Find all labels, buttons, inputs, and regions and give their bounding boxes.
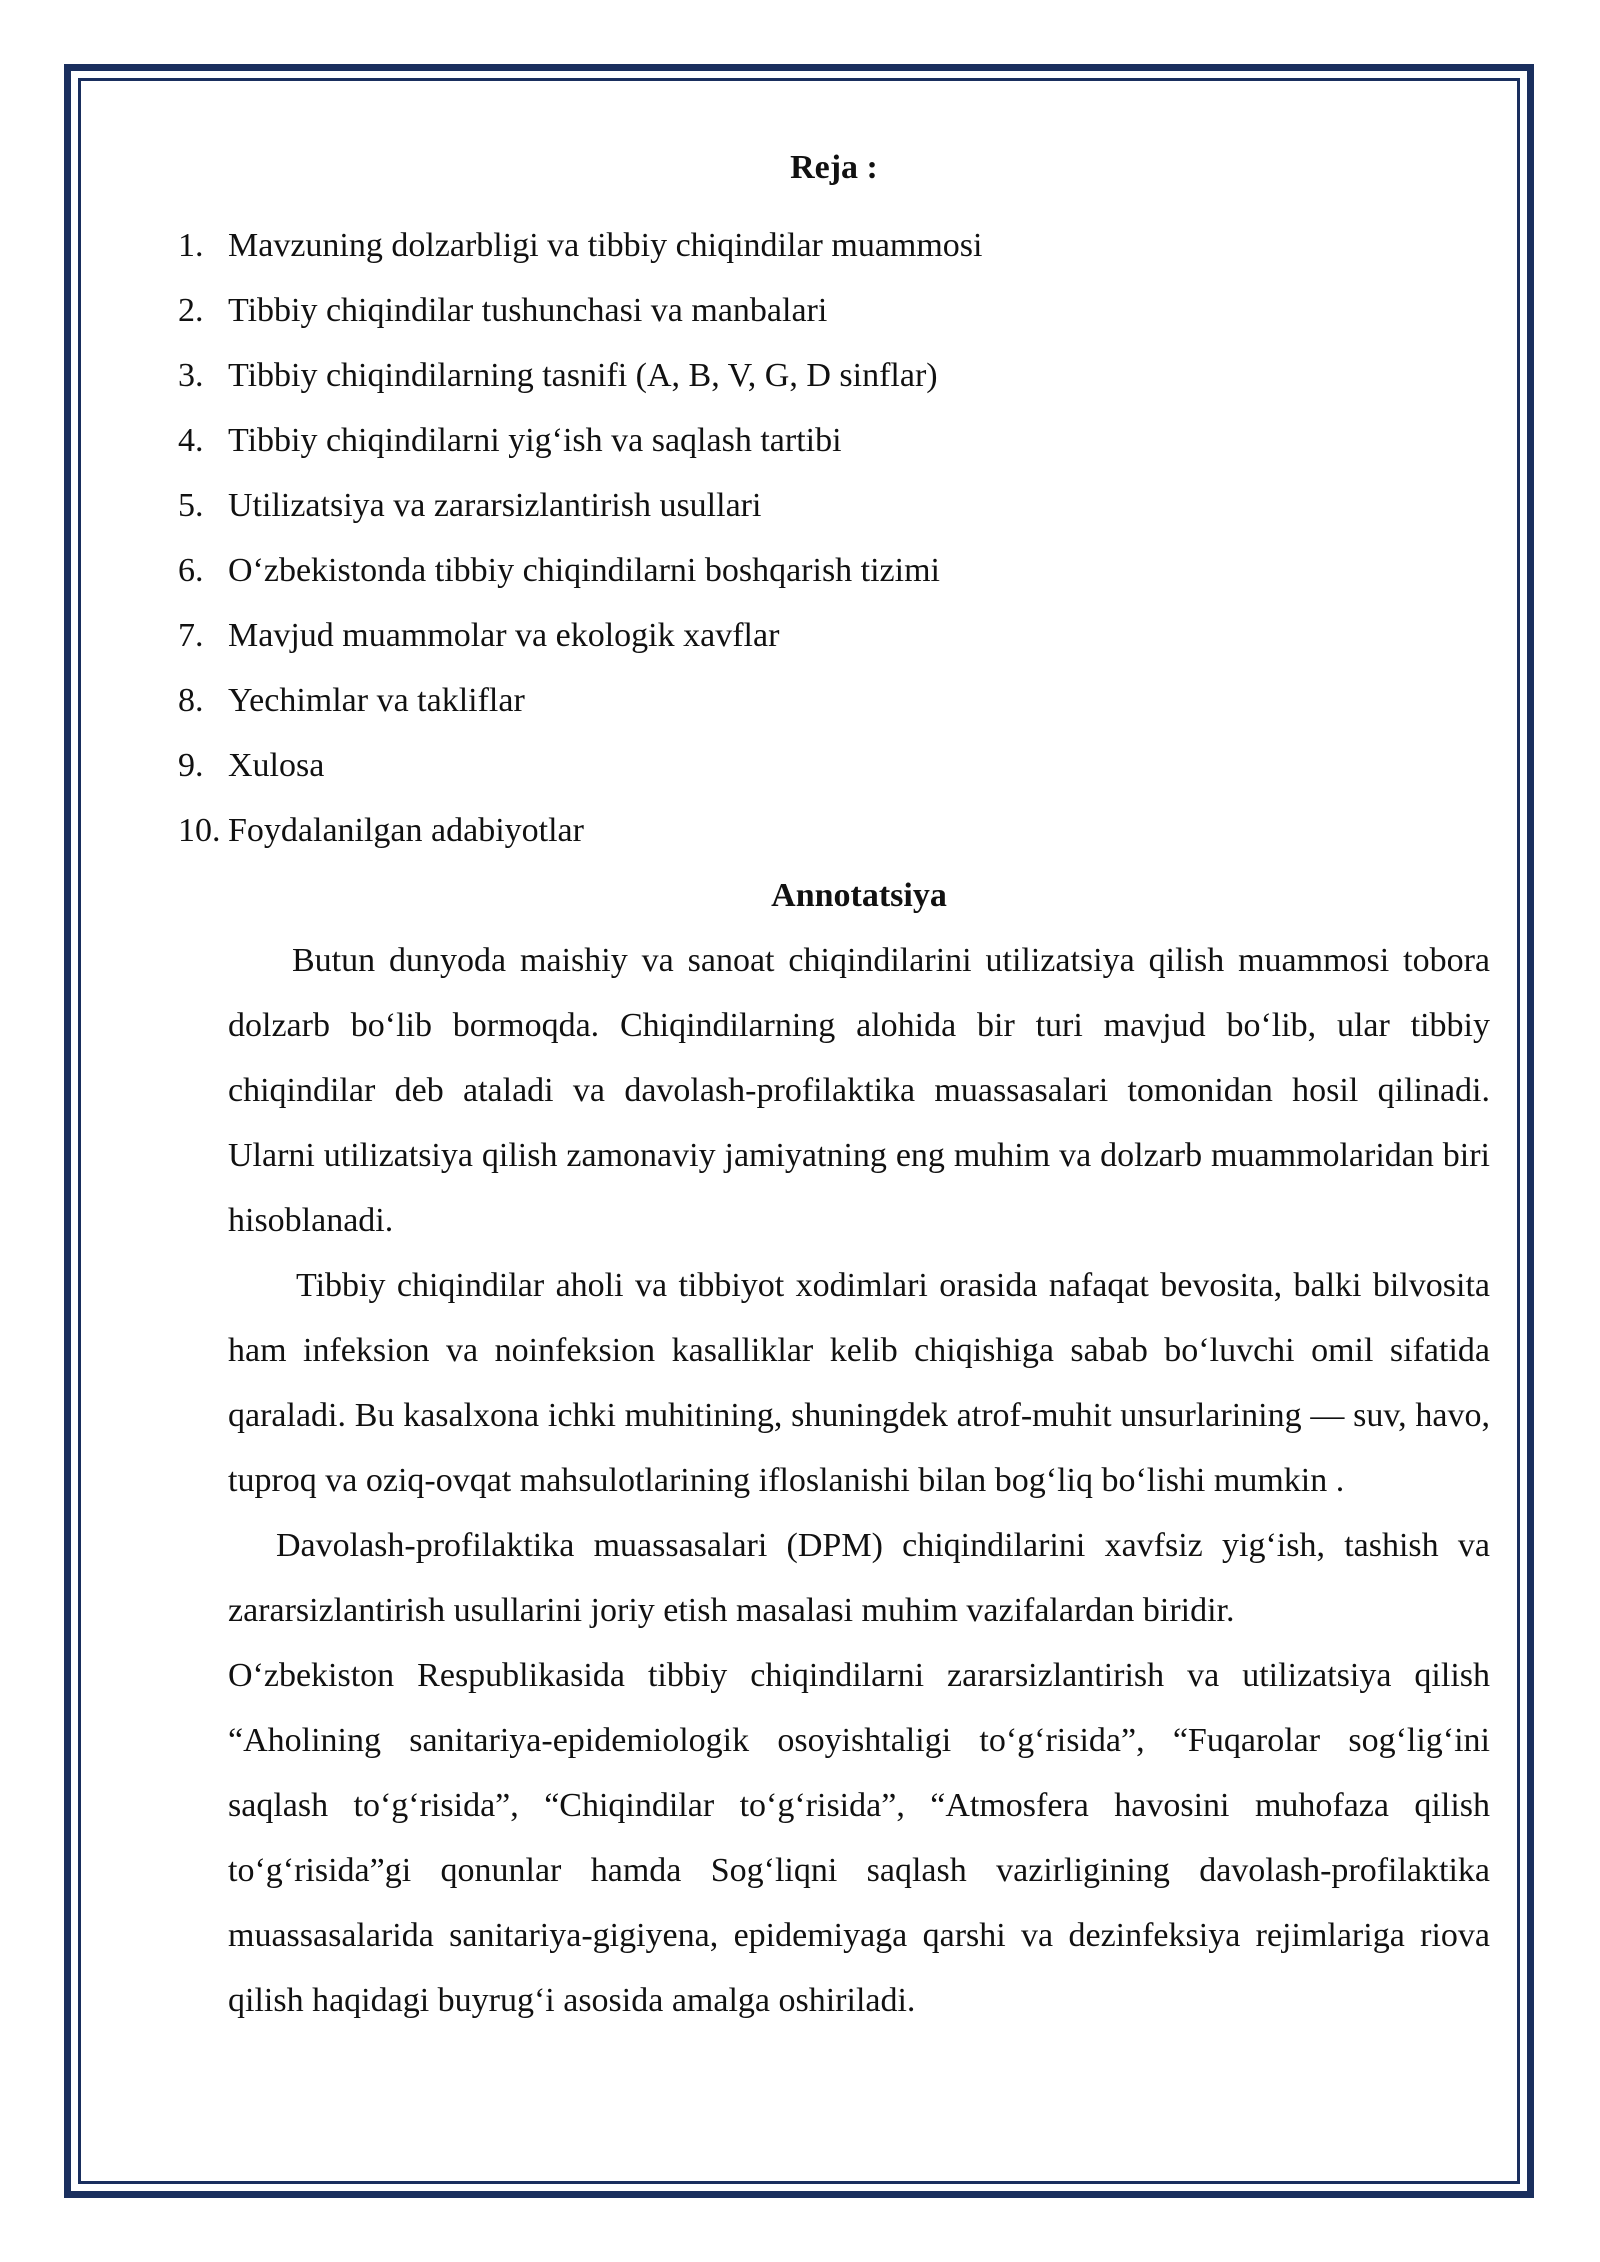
plan-item — [178, 343, 1490, 408]
plan-item-number: 3. — [178, 357, 204, 394]
plan-item-text: Tibbiy chiqindilarning tasnifi (A, B, V, G, D sinflar) — [228, 357, 938, 394]
plan-item-number: 7. — [178, 617, 204, 654]
plan-item-number: 9. — [178, 747, 204, 784]
plan-item-text: Tibbiy chiqindilarni yig‘ish va saqlash tartibi — [228, 422, 842, 459]
plan-item-number: 5. — [178, 487, 204, 524]
plan-item — [178, 213, 1490, 278]
document-content — [178, 148, 1490, 2033]
plan-item-text: Mavzuning dolzarbligi va tibbiy chiqindilar muammosi — [228, 227, 983, 264]
annotation-paragraph: Tibbiy chiqindilar aholi va tibbiyot xodimlari orasida nafaqat bevosita, balki bilvosita ham infeksion va noinfeksion kasalliklar kelib chiqishiga sabab bo‘luvchi omil sifatida qaraladi. Bu kasalxona ichki muhitining, shuningdek atrof-muhit unsurlarining — suv, havo, tuproq va oziq-ovqat mahsulotlarining ifloslanishi bilan bog‘liq bo‘lishi mumkin . — [228, 1267, 1490, 1499]
plan-item-text: O‘zbekistonda tibbiy chiqindilarni boshqarish tizimi — [228, 552, 940, 589]
annotation-paragraph: Davolash-profilaktika muassasalari (DPM) chiqindilarini xavfsiz yig‘ish, tashish va zararsizlantirish usullarini joriy etish masalasi muhim vazifalardan biridir. — [228, 1527, 1490, 1629]
plan-item — [178, 668, 1490, 733]
plan-item-text: Yechimlar va takliflar — [228, 682, 525, 719]
plan-item-number: 8. — [178, 682, 204, 719]
plan-item — [178, 278, 1490, 343]
plan-item-number: 6. — [178, 552, 204, 589]
plan-item — [178, 733, 1490, 798]
annotation-paragraph: O‘zbekiston Respublikasida tibbiy chiqindilarni zararsizlantirish va utilizatsiya qilish “Aholining sanitariya-epidemiologik osoyishtaligi to‘g‘risida”, “Fuqarolar sog‘lig‘ini saqlash to‘g‘risida”, “Chiqindilar to‘g‘risida”, “Atmosfera havosini muhofaza qilish to‘g‘risida”gi qonunlar hamda Sog‘liqni saqlash vazirligining davolash-profilaktika muassasalarida sanitariya-gigiyena, epidemiyaga qarshi va dezinfeksiya rejimlariga riova qilish haqidagi buyrug‘i asosida amalga oshiriladi. — [228, 1657, 1490, 2019]
plan-item-text: Utilizatsiya va zararsizlantirish usullari — [228, 487, 762, 524]
plan-item — [178, 798, 1490, 863]
plan-item — [178, 538, 1490, 603]
plan-item-number: 4. — [178, 422, 204, 459]
plan-item — [178, 603, 1490, 668]
plan-item-text: Xulosa — [228, 747, 325, 784]
annotation-title: Annotatsiya — [771, 877, 947, 914]
annotation-paragraph: Butun dunyoda maishiy va sanoat chiqindilarini utilizatsiya qilish muammosi tobora dolzarb bo‘lib bormoqda. Chiqindilarning alohida bir turi mavjud bo‘lib, ular tibbiy chiqindilar deb ataladi va davolash-profilaktika muassasalari tomonidan hosil qilinadi. Ularni utilizatsiya qilish zamonaviy jamiyatning eng muhim va dolzarb muammolaridan biri hisoblanadi. — [228, 942, 1490, 1239]
plan-item-number: 1. — [178, 227, 204, 264]
plan-item-number: 10. — [178, 812, 221, 849]
plan-item-number: 2. — [178, 292, 204, 329]
plan-item — [178, 408, 1490, 473]
plan-item-text: Tibbiy chiqindilar tushunchasi va manbalari — [228, 292, 828, 329]
plan-item-text: Mavjud muammolar va ekologik xavflar — [228, 617, 780, 654]
plan-title: Reja : — [790, 149, 878, 186]
plan-item — [178, 473, 1490, 538]
plan-list — [178, 213, 1490, 863]
plan-item-text: Foydalanilgan adabiyotlar — [228, 812, 584, 849]
